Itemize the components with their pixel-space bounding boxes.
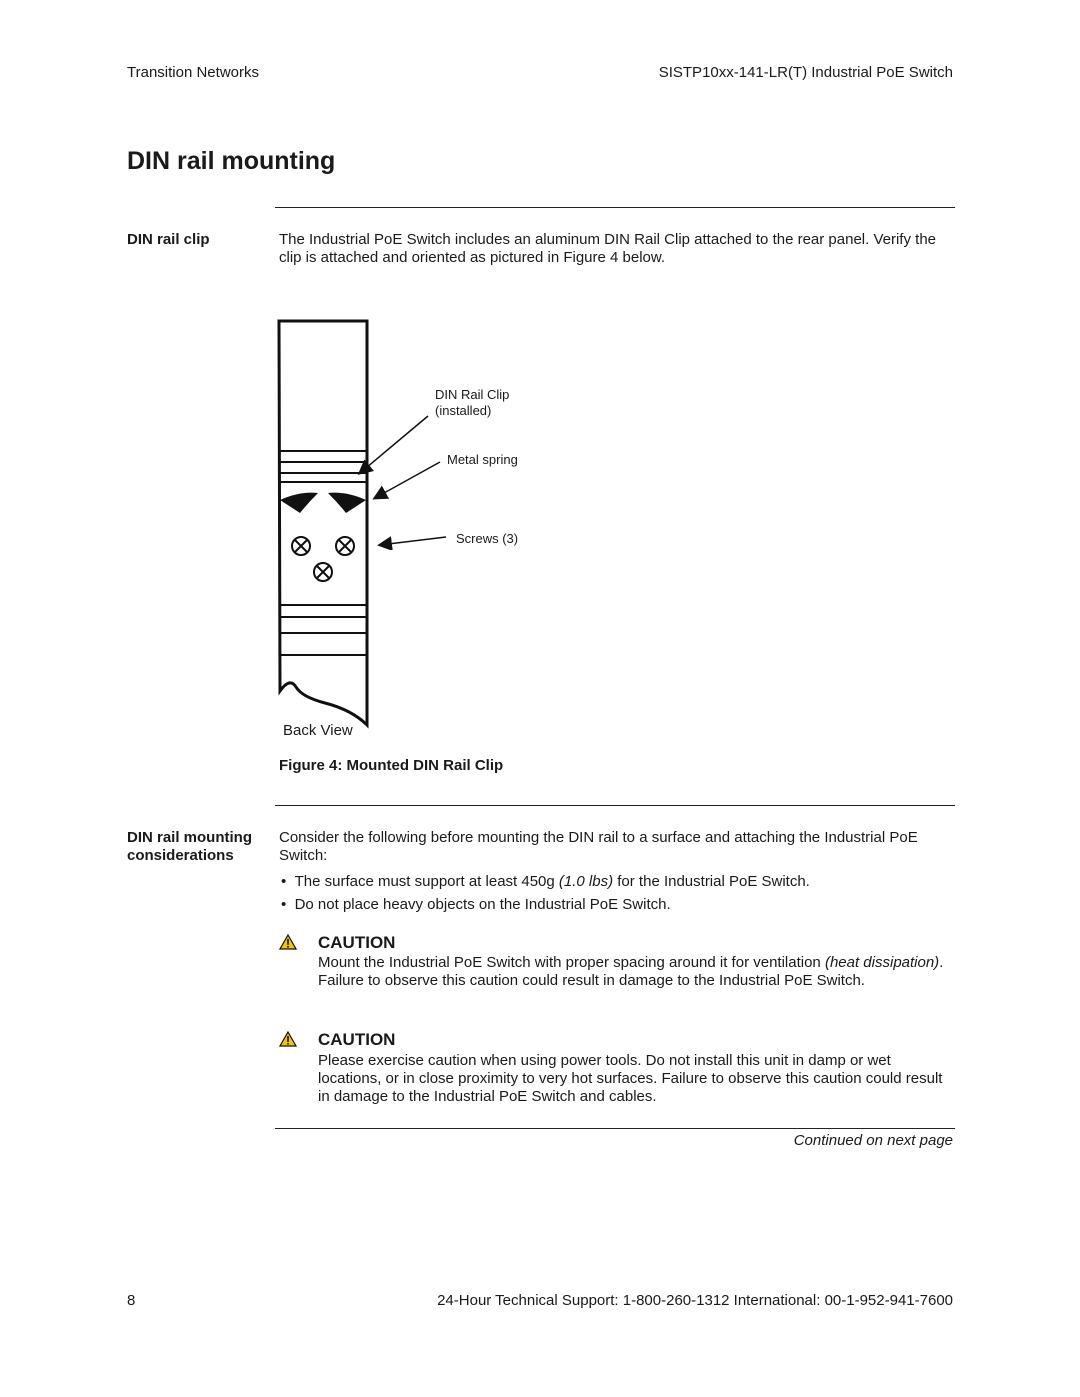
side-label-considerations [127,829,252,865]
section-divider [275,1128,955,1129]
caution-text: . Failure to observe this caution could result in damage to the Industrial PoE Switch. [318,954,944,989]
screw-icon [292,537,310,555]
caution-title: CAUTION [318,933,396,952]
section-divider [275,805,955,806]
callout-arrows [350,400,460,550]
bullet-marker: • [281,873,295,890]
bullet-text: The surface must support at least 450g [294,873,559,890]
screw-icon [314,563,332,581]
side-label-line: DIN rail mounting [127,829,252,846]
section-divider [275,207,955,208]
din-clip-body: The Industrial PoE Switch includes an aluminum DIN Rail Clip attached to the rear panel. Verify the clip is attached and oriented as pictured in Figure 4 below. [279,231,936,266]
caution-title: CAUTION [318,1030,396,1049]
caution-emphasis: (heat dissipation) [824,954,940,971]
continued-note: Continued on next page [793,1132,953,1149]
warning-icon [279,934,297,950]
bullet-marker: • [281,896,295,913]
caution-body [318,954,948,990]
figure-caption: Figure 4: Mounted DIN Rail Clip [279,757,504,774]
caution-text: Mount the Industrial PoE Switch with proper spacing around it for ventilation [318,954,825,971]
side-label-line: considerations [127,847,234,864]
arrow-din-clip [360,416,428,473]
label-din-rail-clip: DIN Rail Clip [435,387,510,402]
header-right: SISTP10xx-141-LR(T) Industrial PoE Switch [658,64,953,81]
page-number: 8 [127,1292,136,1309]
bullet-emphasis: (1.0 lbs) [558,873,614,890]
bullet-text: for the Industrial PoE Switch. [613,873,810,890]
list-item [281,873,810,891]
footer-support: 24-Hour Technical Support: 1-800-260-1312 International: 00-1-952-941-7600 [437,1292,953,1309]
label-metal-spring: Metal spring [447,452,518,467]
label-installed: (installed) [435,403,492,418]
header-left: Transition Networks [127,64,259,81]
arrow-screws [380,537,446,545]
caution-body: Please exercise caution when using power tools. Do not install this unit in damp or wet locations, or in close proximity to very hot surfaces. Failure to observe this caution could result in damage to the Industrial PoE Switch and cables. [318,1052,943,1105]
bullet-text: Do not place heavy objects on the Industrial PoE Switch. [294,896,671,913]
page-title: DIN rail mounting [127,147,336,175]
label-back-view: Back View [283,722,353,739]
considerations-intro: Consider the following before mounting the DIN rail to a surface and attaching the Industrial PoE Switch: [279,829,918,864]
side-label-din-clip: DIN rail clip [127,231,210,248]
arrow-metal-spring [375,462,440,498]
list-item [281,896,671,914]
label-screws: Screws (3) [456,531,519,546]
warning-icon [279,1031,297,1047]
